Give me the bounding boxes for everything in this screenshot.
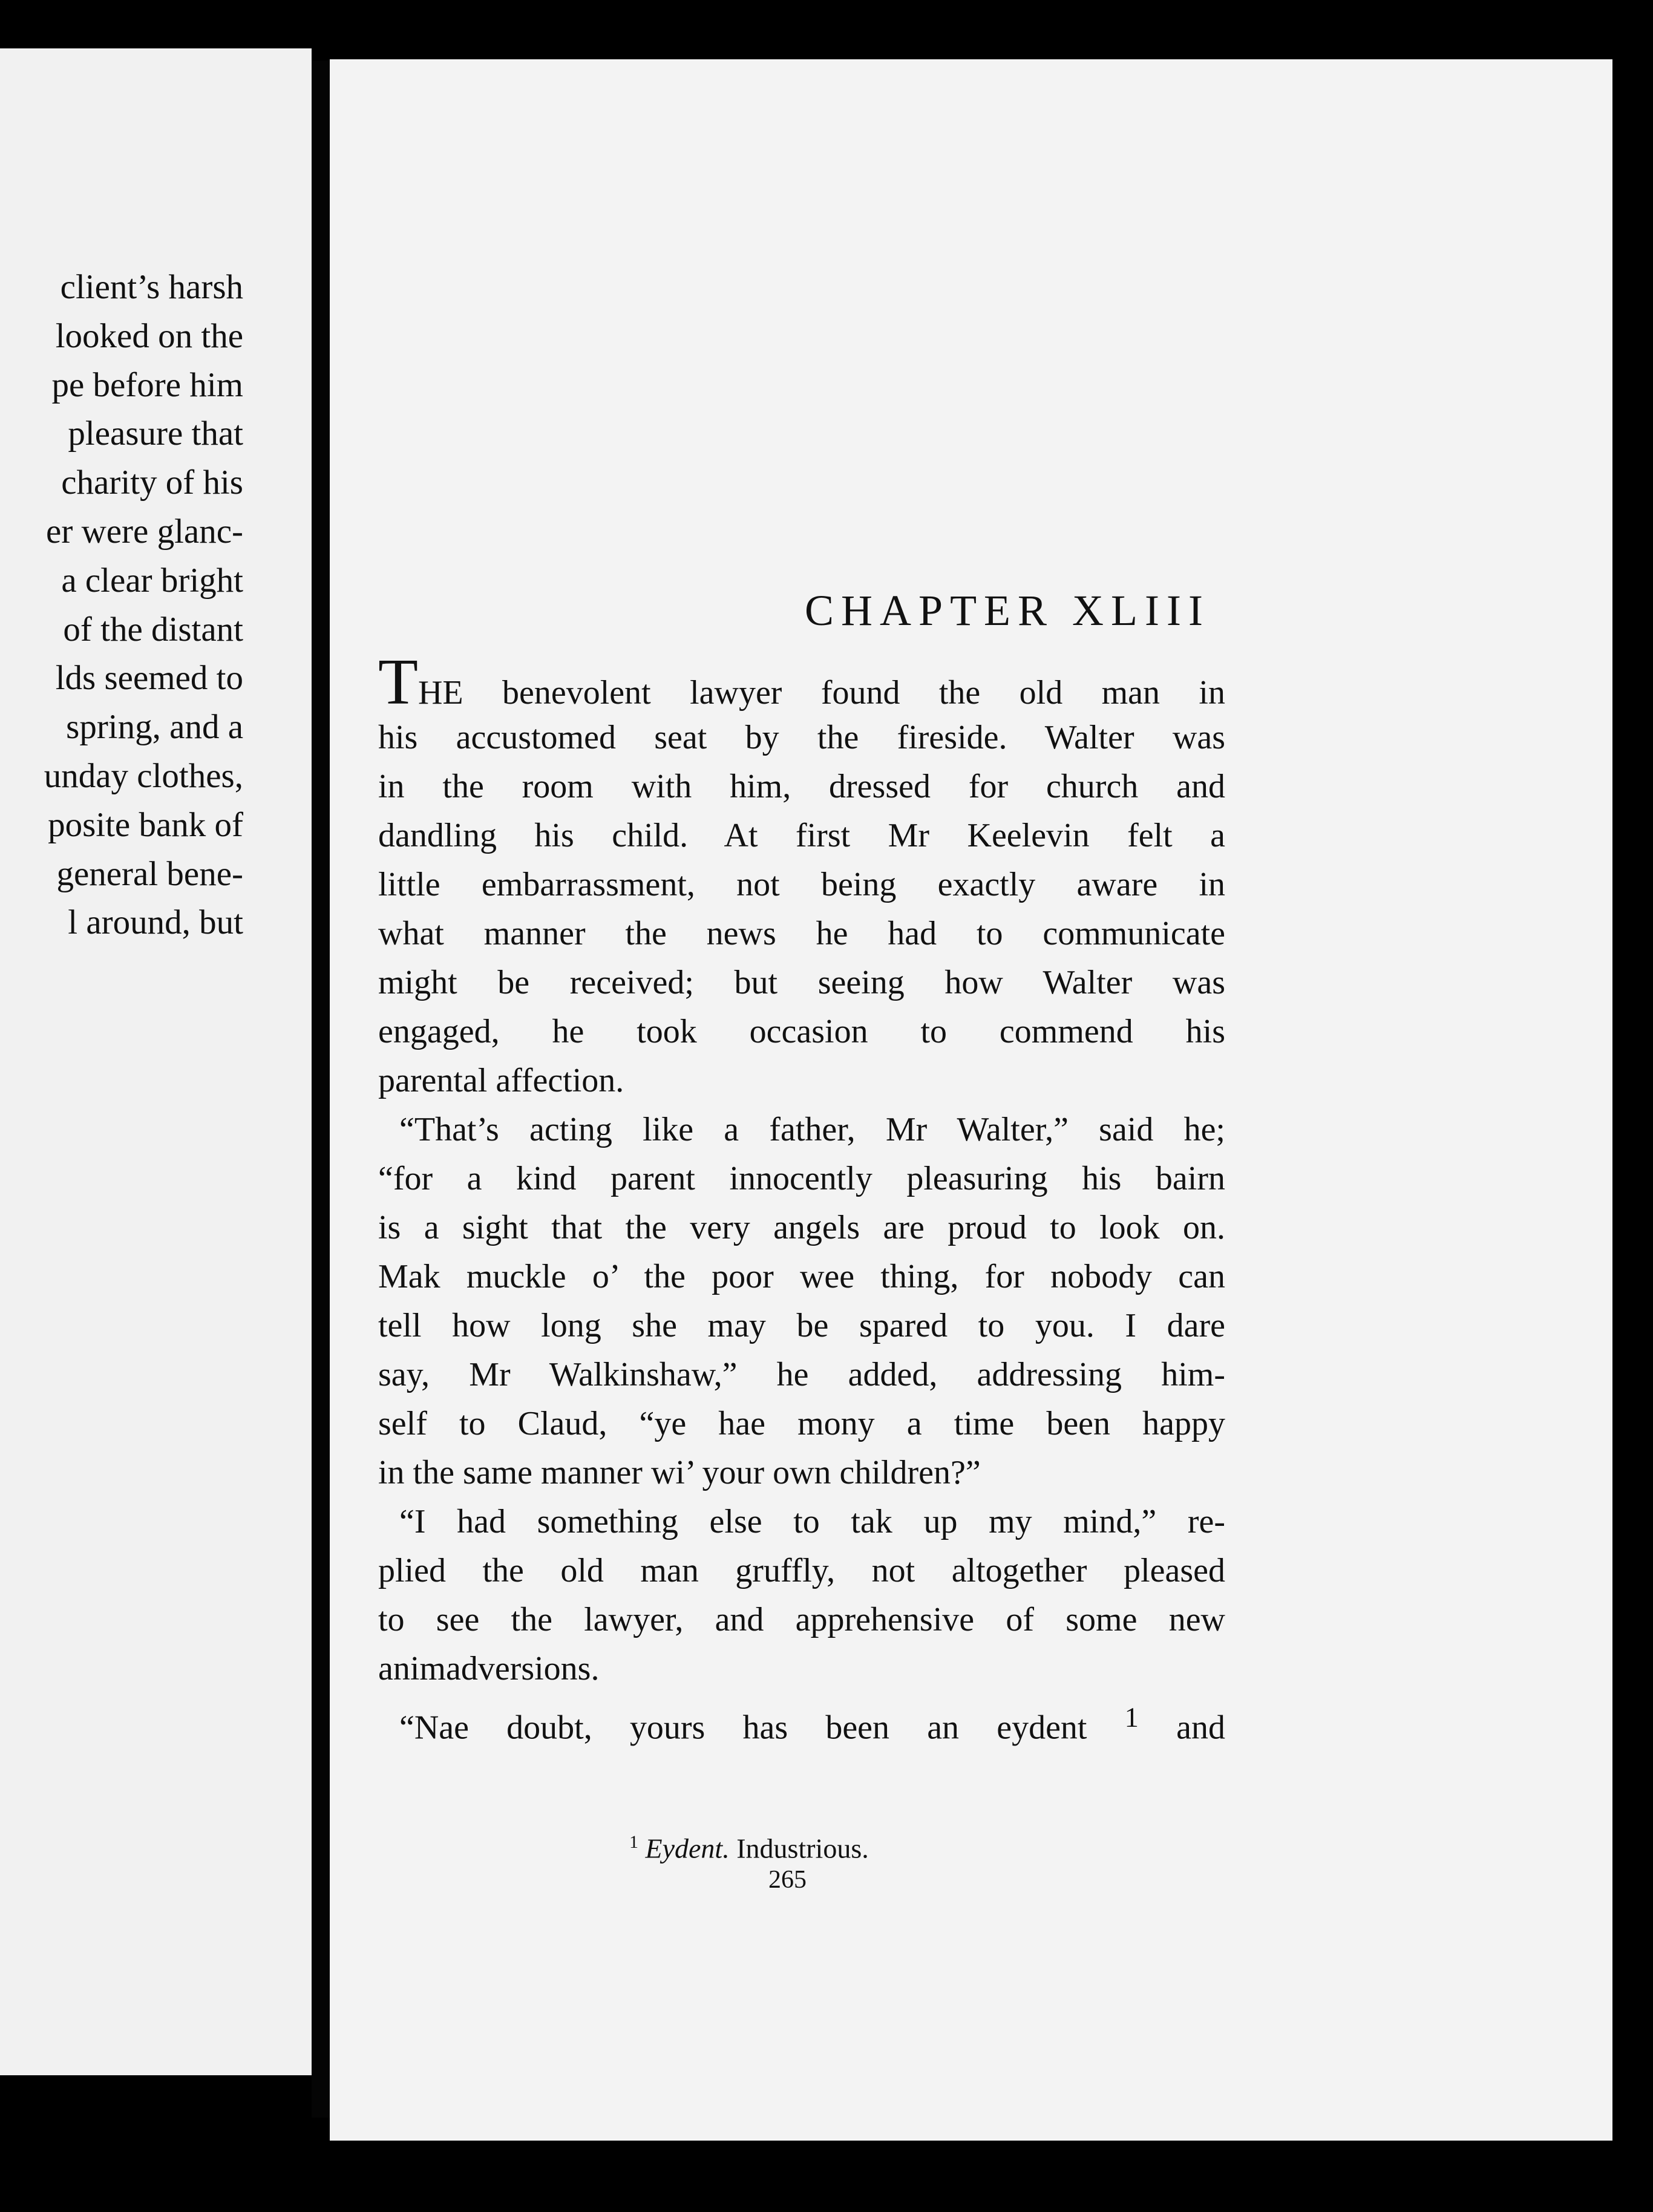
text-line: “I had something else to tak up my mind,” re- [399,1503,1225,1540]
text-line: tell how long she may be spared to you. I dare [378,1307,1225,1344]
left-line: charity of his [61,463,243,502]
left-line: pleasure that [68,414,243,453]
left-line: a clear bright [61,561,243,600]
footnote-definition: Industrious. [736,1833,869,1864]
text-line: plied the old man gruffly, not altogether pleased [378,1552,1225,1589]
left-line: posite bank of [48,805,243,844]
left-facing-page [0,48,312,2075]
text-line [378,1693,1226,1747]
left-line: l around, but [68,903,243,942]
text-line: little embarrassment, not being exactly aware in [378,866,1225,903]
text-line: engaged, he took occasion to commend his [378,1013,1225,1050]
body-text [378,646,1226,1747]
text-line: dandling his child. At first Mr Keelevin felt a [378,817,1225,854]
drop-cap: T [378,646,418,718]
left-line: looked on the [55,316,243,355]
text-line: what manner the news he had to communicate [378,915,1225,952]
book-gutter [312,61,330,2118]
text-line: “That’s acting like a father, Mr Walter,” said he; [399,1111,1225,1148]
footnote-reference: 1 [1124,1702,1139,1733]
paragraph-4-text: “Nae doubt, yours has been an eydent [399,1709,1087,1747]
text-line [378,646,1225,718]
left-line: general bene- [56,854,243,893]
page-number: 265 [768,1866,807,1894]
main-page [330,59,1612,2141]
left-line: client’s harsh [60,268,243,306]
left-line: of the distant [63,610,243,649]
text-line: self to Claud, “ye hae mony a time been happy [378,1405,1225,1442]
text-line: in the room with him, dressed for church and [378,768,1225,805]
text-line: his accustomed seat by the fireside. Walter was [378,719,1225,756]
text-line: say, Mr Walkinshaw,” he added, addressing him- [378,1356,1225,1393]
left-line: spring, and a [66,708,243,747]
footnote-term: Eydent. [645,1833,730,1864]
text-line: in the same manner wi’ your own children?” [378,1454,981,1491]
footnote [629,1832,869,1864]
left-page-text [44,263,243,947]
left-line: pe before him [51,365,243,404]
text-line: is a sight that the very angels are proud to look on. [378,1209,1225,1246]
footnote-mark: 1 [629,1832,638,1852]
paragraph-4-end: and [1176,1709,1226,1747]
chapter-title: CHAPTER XLIII [805,586,1210,635]
first-line-text: HE benevolent lawyer found the old man in [417,674,1225,712]
text-line: to see the lawyer, and apprehensive of some new [378,1601,1225,1638]
left-line: lds seemed to [55,659,243,698]
text-line: might be received; but seeing how Walter was [378,964,1225,1001]
text-line: Mak muckle o’ the poor wee thing, for nobody can [378,1258,1225,1295]
text-line: “for a kind parent innocently pleasuring his bairn [378,1160,1225,1197]
text-line: animadversions. [378,1650,600,1687]
left-line: unday clothes, [44,756,243,795]
left-line: er were glanc- [46,512,243,551]
text-line: parental affection. [378,1062,624,1099]
